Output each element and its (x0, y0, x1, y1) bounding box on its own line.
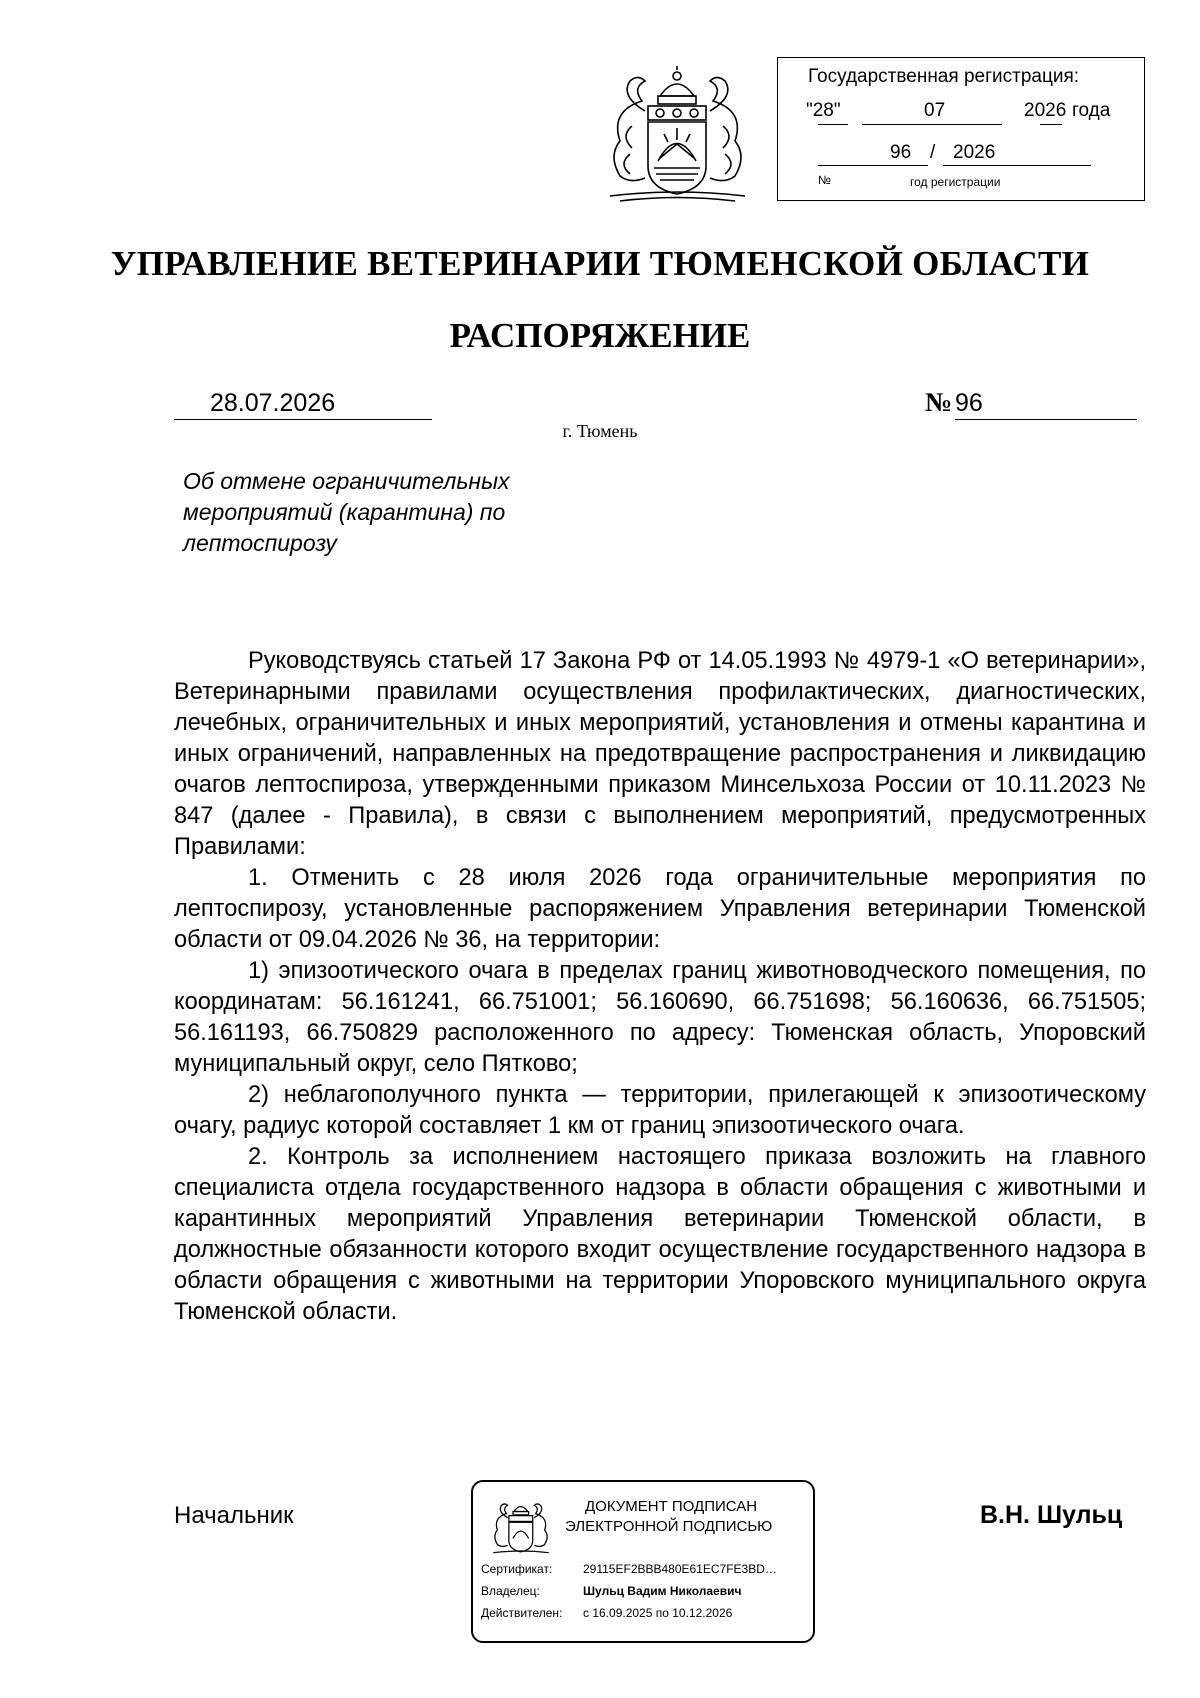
certificate-label: Сертификат: (481, 1562, 553, 1576)
coat-of-arms-emblem (590, 66, 765, 206)
body-paragraph: 1) эпизоотического очага в пределах границ животноводческого помещения, по координатам: 56.161241, 66.751001; 56.160690, 66.751698; 56.160636, 66.751505; 56.161193, 66.750829 расположенного по адресу: Тюменская область, Упоровский муниципальный округ, село Пятково; (174, 958, 1146, 1077)
registration-reg-year: 2026 (953, 142, 996, 163)
stamp-coat-of-arms-emblem (485, 1498, 557, 1558)
body-paragraph: 1. Отменить с 28 июля 2026 года ограничительные мероприятия по лептоспирозу, установленные распоряжением Управления ветеринарии Тюменской области от 09.04.2026 № 36, на территории: (174, 865, 1146, 953)
document-number: 96 (955, 389, 983, 417)
document-date: 28.07.2026 (210, 389, 336, 417)
signatory-name: В.Н. Шульц (980, 1501, 1123, 1529)
certificate-value: 29115EF2BBB480E61EC7FE3BD… (583, 1562, 777, 1576)
registration-year-label: год регистрации (910, 175, 1001, 189)
number-underline (955, 419, 1137, 420)
registration-title: Государственная регистрация: (808, 66, 1080, 87)
stamp-line-2: ЭЛЕКТРОННОЙ ПОДПИСЬЮ (565, 1518, 773, 1535)
agency-name: УПРАВЛЕНИЕ ВЕТЕРИНАРИИ ТЮМЕНСКОЙ ОБЛАСТИ (110, 244, 1090, 283)
registration-number-label: № (818, 173, 831, 187)
registration-day: "28" (806, 100, 841, 121)
registration-number: 96 (890, 142, 912, 163)
electronic-signature-stamp (471, 1480, 815, 1643)
body-paragraph: 2) неблагополучного пункта — территории, прилегающей к эпизоотическому очагу, радиус которой составляет 1 км от границ эпизоотического очага. (174, 1082, 1146, 1139)
document-subject: Об отмене ограничительных мероприятий (карантина) по лептоспирозу (183, 468, 510, 556)
stamp-line-1: ДОКУМЕНТ ПОДПИСАН (585, 1498, 758, 1515)
document-body (174, 646, 1146, 1328)
body-paragraph: Руководствуясь статьей 17 Закона РФ от 14.05.1993 № 4979-1 «О ветеринарии», Ветеринарными правилами осуществления профилактических, диагностических, лечебных, ограничительных и иных мероприятий, установления и отмены карантина и иных ограничений, направленных на предотвращение распространения и ликвидацию очагов лептоспироза, утвержденными приказом Минсельхоза России от 10.11.2023 № 847 (далее - Правила), в связи с выполнением мероприятий, предусмотренных Правилами: (174, 648, 1146, 860)
validity-value: с 16.09.2025 по 10.12.2026 (583, 1606, 733, 1620)
signatory-title: Начальник (174, 1502, 294, 1529)
document-number-label: № (925, 387, 953, 417)
registration-year: 2026 (1024, 100, 1067, 121)
document-type: РАСПОРЯЖЕНИЕ (449, 316, 751, 355)
owner-label: Владелец: (481, 1584, 540, 1598)
registration-month: 07 (924, 100, 946, 121)
owner-value: Шульц Вадим Николаевич (583, 1584, 742, 1598)
document-city: г. Тюмень (562, 421, 638, 441)
body-paragraph: 2. Контроль за исполнением настоящего приказа возложить на главного специалиста отдела государственного надзора в области обращения с животными и карантинных мероприятий Управления ветеринарии Тюменской области, в должностные обязанности которого входит осуществление государственного надзора в области обращения с животными на территории Упоровского муниципального округа Тюменской области. (174, 1144, 1146, 1325)
registration-stamp (777, 57, 1145, 201)
validity-label: Действителен: (481, 1606, 563, 1620)
date-underline (174, 419, 432, 420)
registration-year-suffix: года (1072, 100, 1111, 121)
registration-slash: / (930, 142, 936, 163)
